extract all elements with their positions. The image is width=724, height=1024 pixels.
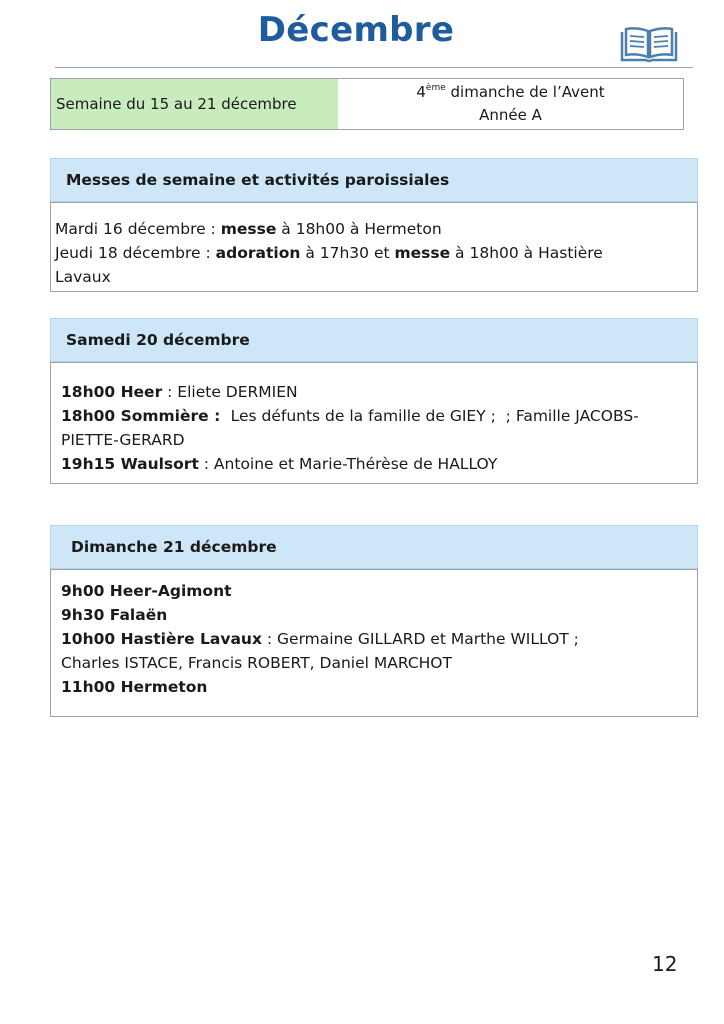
sunday-ordinal-sup: ème (425, 83, 446, 93)
saturday-section (50, 318, 698, 484)
text-line (61, 579, 693, 603)
text-line (61, 651, 693, 675)
text-line (55, 241, 693, 265)
sunday-title (416, 81, 604, 104)
text-line (61, 603, 693, 627)
text-line (61, 404, 693, 428)
text-segment: Charles ISTACE, Francis ROBERT, Daniel MARCHOT (61, 654, 452, 672)
bold-text: 11h00 Hermeton (61, 678, 208, 696)
text-line (55, 265, 693, 289)
bold-text: 9h00 Heer-Agimont (61, 582, 232, 600)
page-number: 12 (652, 952, 678, 976)
sunday-title-rest: dimanche de l’Avent (445, 83, 605, 101)
bold-text: messe (220, 220, 277, 238)
bold-text: messe (394, 244, 451, 262)
text-line (61, 452, 693, 476)
text-line (61, 428, 693, 452)
bold-text: adoration (215, 244, 301, 262)
text-segment: : Antoine et Marie-Thérèse de HALLOY (198, 455, 498, 473)
sunday-info (338, 79, 683, 129)
page-title: Décembre (257, 10, 455, 50)
sunday-section-body (50, 569, 698, 717)
text-segment: à 18h00 à Hastière (450, 244, 603, 262)
text-segment: à 17h30 et (300, 244, 395, 262)
title-divider (55, 67, 693, 68)
text-segment: Lavaux (55, 268, 111, 286)
open-book-icon (618, 24, 680, 66)
bold-text: 18h00 Heer (61, 383, 163, 401)
liturgical-year: Année A (479, 106, 542, 124)
week-label: Semaine du 15 au 21 décembre (51, 79, 338, 129)
text-line (61, 627, 693, 651)
weekday-section (50, 158, 698, 292)
sunday-section (50, 525, 698, 717)
bold-text: 19h15 Waulsort (61, 455, 199, 473)
text-segment: à 18h00 à Hermeton (276, 220, 442, 238)
bold-text: 9h30 Falaën (61, 606, 168, 624)
saturday-section-heading: Samedi 20 décembre (50, 318, 698, 362)
bold-text: 18h00 Sommière : (61, 407, 226, 425)
text-segment: Les défunts de la famille de GIEY ; ; Famille JACOBS- (225, 407, 639, 425)
week-info-box (50, 78, 684, 130)
text-segment: Jeudi 18 décembre : (55, 244, 216, 262)
text-line (61, 675, 693, 699)
text-segment: : Eliete DERMIEN (162, 383, 298, 401)
weekday-section-heading: Messes de semaine et activités paroissiales (50, 158, 698, 202)
text-line (61, 380, 693, 404)
text-segment: PIETTE-GERARD (61, 431, 185, 449)
weekday-section-body (50, 202, 698, 292)
text-segment: Mardi 16 décembre : (55, 220, 221, 238)
text-segment: : Germaine GILLARD et Marthe WILLOT ; (261, 630, 579, 648)
bold-text: 10h00 Hastière Lavaux (61, 630, 262, 648)
sunday-ordinal: 4 (416, 83, 426, 101)
saturday-section-body (50, 362, 698, 484)
sunday-section-heading: Dimanche 21 décembre (50, 525, 698, 569)
text-line (55, 217, 693, 241)
